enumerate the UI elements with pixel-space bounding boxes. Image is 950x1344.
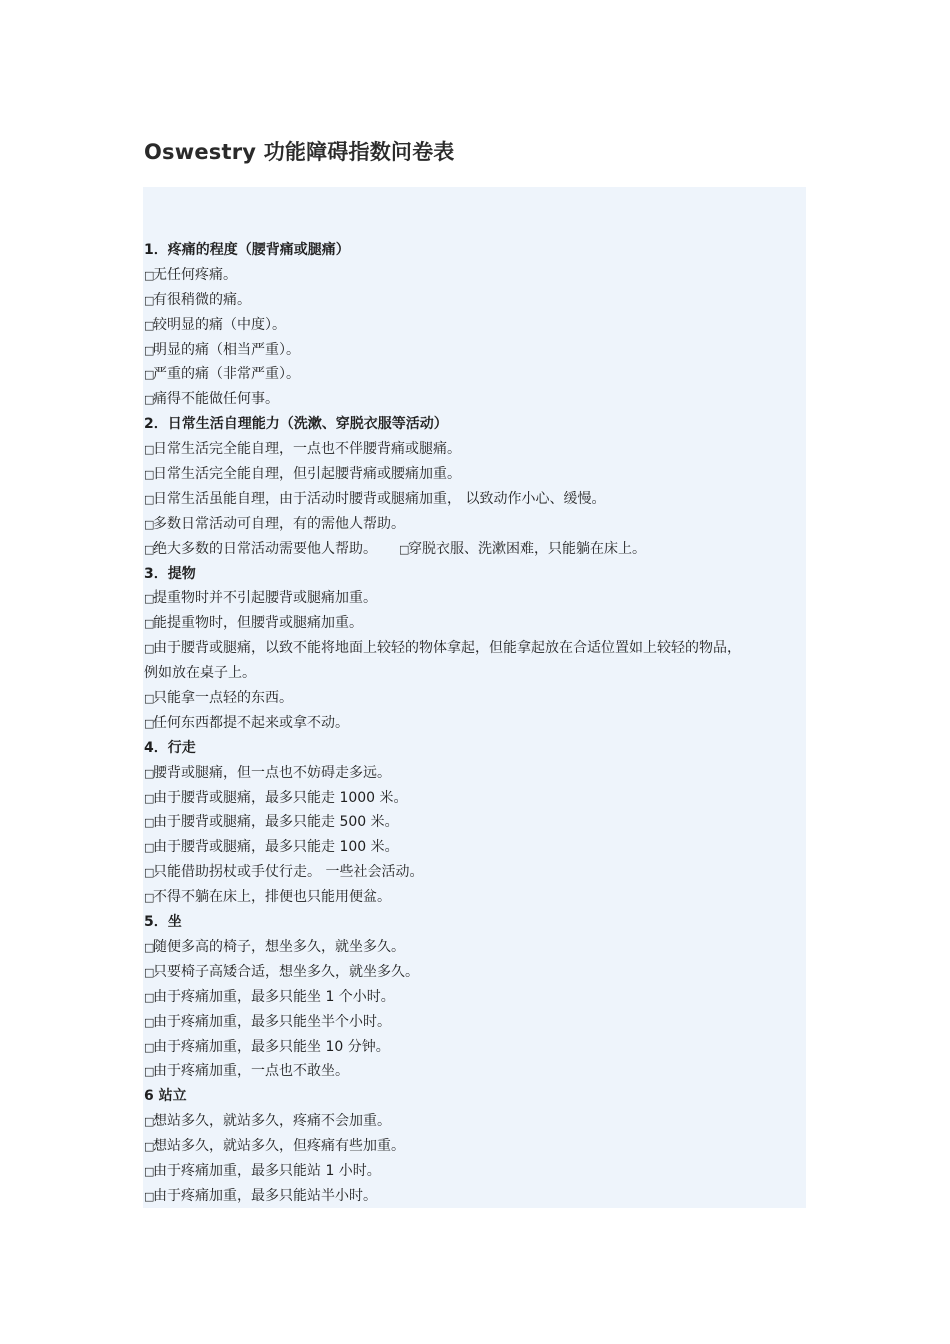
option-label: 随便多高的椅子，想坐多久，就坐多久。	[153, 938, 405, 955]
checkbox-icon[interactable]: □	[144, 841, 155, 855]
option-row[interactable]	[144, 810, 834, 835]
section-heading-sitting: 5．坐	[144, 914, 182, 931]
option-label: 由于腰背或腿痛，最多只能走 500 米。	[153, 814, 399, 831]
checkbox-icon[interactable]: □	[144, 891, 155, 905]
checkbox-icon[interactable]: □	[144, 368, 155, 382]
checkbox-icon[interactable]: □	[144, 343, 155, 357]
option-row[interactable]	[144, 1109, 834, 1134]
option-row[interactable]	[144, 313, 834, 338]
checkbox-icon[interactable]: □	[144, 1189, 155, 1203]
option-label: 由于疼痛加重，最多只能坐 10 分钟。	[153, 1038, 390, 1055]
option-row[interactable]	[144, 636, 834, 661]
option-label: 想站多久，就站多久，疼痛不会加重。	[153, 1113, 391, 1130]
checkbox-icon[interactable]: □	[144, 766, 155, 780]
option-label: 较明显的痛（中度）。	[153, 316, 286, 333]
checkbox-icon[interactable]: □	[144, 1164, 155, 1178]
option-row[interactable]	[144, 985, 834, 1010]
checkbox-icon[interactable]: □	[144, 468, 155, 482]
option-row[interactable]	[144, 885, 834, 910]
document-title: Oswestry 功能障碍指数问卷表	[144, 140, 455, 164]
checkbox-icon[interactable]: □	[144, 791, 155, 805]
option-label: 穿脱衣服、洗漱困难，只能躺在床上。	[408, 540, 646, 557]
checkbox-icon[interactable]: □	[144, 1040, 155, 1054]
option-label: 由于疼痛加重，最多只能坐半个小时。	[153, 1013, 391, 1030]
option-label: 只能拿一点轻的东西。	[153, 690, 293, 707]
option-row[interactable]	[144, 512, 834, 537]
checkbox-icon[interactable]: □	[144, 393, 155, 407]
checkbox-icon[interactable]: □	[399, 542, 410, 556]
option-label: 只能借助拐杖或手仗行走。 一些社会活动。	[153, 864, 424, 881]
section-heading-self-care: 2．日常生活自理能力（洗漱、穿脱衣服等活动）	[144, 416, 448, 433]
checkbox-icon[interactable]: □	[144, 293, 155, 307]
option-label: 由于疼痛加重，最多只能站 1 小时。	[153, 1162, 381, 1179]
option-row[interactable]	[144, 686, 834, 711]
option-label: 由于腰背或腿痛，最多只能走 1000 米。	[153, 789, 408, 806]
checkbox-icon[interactable]: □	[144, 965, 155, 979]
option-label: 有很稍微的痛。	[153, 291, 251, 308]
section-heading-walking: 4．行走	[144, 739, 196, 756]
option-label: 多数日常活动可自理，有的需他人帮助。	[153, 515, 405, 532]
checkbox-icon[interactable]: □	[144, 517, 155, 531]
checkbox-icon[interactable]: □	[144, 492, 155, 506]
option-label: 日常生活完全能自理，但引起腰背痛或腰痛加重。	[153, 466, 461, 483]
checkbox-icon[interactable]: □	[144, 716, 155, 730]
option-row[interactable]	[144, 338, 834, 363]
option-label: 日常生活完全能自理，一点也不伴腰背痛或腿痛。	[153, 441, 461, 458]
option-row[interactable]	[144, 1059, 834, 1084]
option-label: 由于疼痛加重，最多只能站半小时。	[153, 1187, 377, 1204]
checkbox-icon[interactable]: □	[144, 990, 155, 1004]
option-row[interactable]	[144, 1134, 834, 1159]
checkbox-icon[interactable]: □	[144, 692, 155, 706]
option-label: 绝大多数的日常活动需要他人帮助。	[153, 540, 377, 557]
option-row[interactable]	[144, 860, 834, 885]
option-label: 由于疼痛加重，最多只能坐 1 个小时。	[153, 988, 395, 1005]
option-row[interactable]	[144, 960, 834, 985]
checkbox-icon[interactable]: □	[144, 642, 155, 656]
option-label: 严重的痛（非常严重）。	[153, 366, 300, 383]
option-label: 由于腰背或腿痛，最多只能走 100 米。	[153, 839, 399, 856]
option-label: 提重物时并不引起腰背或腿痛加重。	[153, 590, 377, 607]
section-heading-pain-level: 1．疼痛的程度（腰背痛或腿痛）	[144, 242, 350, 258]
option-label: 明显的痛（相当严重）。	[153, 341, 300, 358]
option-row[interactable]	[144, 711, 834, 736]
option-row[interactable]	[144, 263, 834, 288]
checkbox-icon[interactable]: □	[144, 866, 155, 880]
option-row[interactable]	[144, 387, 834, 412]
option-row[interactable]	[144, 437, 834, 462]
option-row[interactable]	[144, 835, 834, 860]
checkbox-icon[interactable]: □	[144, 816, 155, 830]
option-row[interactable]	[144, 487, 834, 512]
option-continuation: 例如放在桌子上。	[144, 665, 256, 682]
option-row[interactable]	[144, 1184, 834, 1209]
option-row[interactable]	[144, 462, 834, 487]
option-row[interactable]	[144, 537, 834, 562]
checkbox-icon[interactable]: □	[144, 542, 155, 556]
option-label: 能提重物时，但腰背或腿痛加重。	[153, 615, 363, 632]
option-row[interactable]	[144, 586, 834, 611]
option-label: 不得不躺在床上，排便也只能用便盆。	[153, 889, 391, 906]
option-row[interactable]	[144, 761, 834, 786]
option-row[interactable]	[144, 1159, 834, 1184]
option-row[interactable]	[144, 935, 834, 960]
checkbox-icon[interactable]: □	[144, 268, 155, 282]
checkbox-icon[interactable]: □	[144, 940, 155, 954]
checkbox-icon[interactable]: □	[144, 592, 155, 606]
option-label: 由于疼痛加重，一点也不敢坐。	[153, 1063, 349, 1080]
option-label: 日常生活虽能自理，由于活动时腰背或腿痛加重， 以致动作小心、缓慢。	[153, 490, 606, 507]
questionnaire-content	[144, 238, 834, 1209]
checkbox-icon[interactable]: □	[144, 318, 155, 332]
checkbox-icon[interactable]: □	[144, 443, 155, 457]
checkbox-icon[interactable]: □	[144, 1115, 155, 1129]
option-row[interactable]	[144, 1010, 834, 1035]
option-row[interactable]	[144, 611, 834, 636]
option-row[interactable]	[144, 362, 834, 387]
checkbox-icon[interactable]: □	[144, 1015, 155, 1029]
checkbox-icon[interactable]: □	[144, 1065, 155, 1079]
option-row[interactable]	[144, 288, 834, 313]
option-label: 无任何疼痛。	[153, 266, 237, 283]
checkbox-icon[interactable]: □	[144, 1140, 155, 1154]
option-row[interactable]	[144, 1035, 834, 1060]
option-row[interactable]	[144, 786, 834, 811]
checkbox-icon[interactable]: □	[144, 617, 155, 631]
option-label: 由于腰背或腿痛，以致不能将地面上较轻的物体拿起，但能拿起放在合适位置如上较轻的物品，	[153, 640, 741, 657]
section-heading-standing: 6 站立	[144, 1088, 187, 1105]
section-heading-lifting: 3．提物	[144, 565, 196, 582]
option-label: 任何东西都提不起来或拿不动。	[153, 714, 349, 731]
option-label: 腰背或腿痛，但一点也不妨碍走多远。	[153, 764, 391, 781]
option-label: 想站多久，就站多久，但疼痛有些加重。	[153, 1138, 405, 1155]
option-label: 只要椅子高矮合适，想坐多久，就坐多久。	[153, 963, 419, 980]
option-label: 痛得不能做任何事。	[153, 391, 279, 408]
